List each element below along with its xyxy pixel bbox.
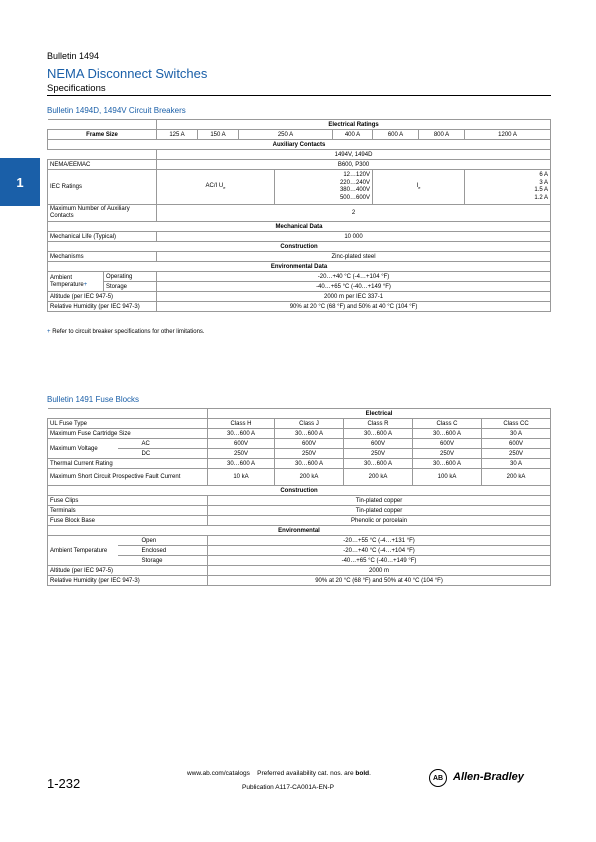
iec-current-symbol: $I_e$ xyxy=(373,170,465,205)
humidity-label: Relative Humidity (per IEC 947-3) xyxy=(48,302,157,312)
bulletin-label: Bulletin 1494 xyxy=(47,51,100,61)
table-row xyxy=(48,409,551,419)
table-row xyxy=(48,506,551,516)
fuse-class-cell: Class C xyxy=(413,419,482,429)
table-cell: 30…600 A xyxy=(344,429,413,439)
table-cell: 600V xyxy=(275,439,344,449)
table-cell: 100 kA xyxy=(413,469,482,486)
storage-label: Storage xyxy=(118,556,208,566)
nema-value: B600, P300 xyxy=(157,160,551,170)
table-row xyxy=(48,232,551,242)
humidity-value: 90% at 20 °C (68 °F) and 50% at 40 °C (104 °F) xyxy=(157,302,551,312)
page-title: NEMA Disconnect Switches xyxy=(47,66,208,81)
table-row xyxy=(48,282,551,292)
frame-size-cell: 125 A xyxy=(157,130,198,140)
terminals-value: Tin-plated copper xyxy=(208,506,551,516)
table-row xyxy=(48,526,551,536)
catalog-link[interactable]: www.ab.com/catalogs xyxy=(187,770,250,777)
table-cell: 30…600 A xyxy=(344,459,413,469)
fuse-section-title: Bulletin 1491 Fuse Blocks xyxy=(47,395,140,404)
humidity-value: 90% at 20 °C (68 °F) and 50% at 40 °C (104 °F) xyxy=(208,576,551,586)
table-row xyxy=(48,576,551,586)
table-cell: 30 A xyxy=(482,429,551,439)
altitude-value: 2000 m xyxy=(208,566,551,576)
table-cell: 600V xyxy=(344,439,413,449)
clips-value: Tin-plated copper xyxy=(208,496,551,506)
availability-bold: bold xyxy=(355,770,370,777)
environmental-data-header: Environmental Data xyxy=(48,262,551,272)
table-row xyxy=(48,302,551,312)
table-cell: 250V xyxy=(275,449,344,459)
table-row xyxy=(48,242,551,252)
table-cell: 30…600 A xyxy=(275,459,344,469)
table-cell: 30…600 A xyxy=(208,459,275,469)
max-aux-value: 2 xyxy=(157,205,551,222)
availability-note: Preferred availability cat. nos. are xyxy=(257,770,354,777)
footnote-marker: + xyxy=(83,281,88,288)
iec-voltage-value: 220…240V xyxy=(339,179,370,186)
page-number: 1-232 xyxy=(47,776,81,791)
frame-size-cell: 600 A xyxy=(373,130,419,140)
table-row xyxy=(48,130,551,140)
frame-size-cell: 250 A xyxy=(239,130,333,140)
table-cell: 250V xyxy=(482,449,551,459)
iec-current-value: 3 A xyxy=(539,179,549,186)
electrical-ratings-header: Electrical Ratings xyxy=(157,120,551,130)
table-row xyxy=(48,556,551,566)
nema-label: NEMA/EEMAC xyxy=(48,160,157,170)
table-row xyxy=(48,469,551,486)
mechanisms-label: Mechanisms xyxy=(48,252,157,262)
allen-bradley-logo-icon: AB xyxy=(429,769,447,787)
iec-voltage-value: 12…120V xyxy=(343,172,370,178)
thermal-label: Thermal Current Rating xyxy=(48,459,208,469)
iec-currents xyxy=(465,170,551,205)
dc-label: DC xyxy=(118,449,208,459)
breakers-table xyxy=(47,119,551,312)
altitude-value: 2000 m per IEC 337-1 xyxy=(157,292,551,302)
table-row xyxy=(48,419,551,429)
mechanisms-value: Zinc-plated steel xyxy=(157,252,551,262)
table-row xyxy=(48,205,551,222)
auxiliary-contacts-header: Auxiliary Contacts xyxy=(48,140,551,150)
table-cell: 30…600 A xyxy=(413,429,482,439)
frame-size-cell: 800 A xyxy=(419,130,465,140)
mechanical-data-header: Mechanical Data xyxy=(48,222,551,232)
altitude-label: Altitude (per IEC 947-5) xyxy=(48,566,208,576)
table-row xyxy=(48,160,551,170)
table-row xyxy=(48,496,551,506)
table-cell: 200 kA xyxy=(344,469,413,486)
iec-current-value: 6 A xyxy=(539,172,549,178)
table-cell: 250V xyxy=(208,449,275,459)
table-row xyxy=(48,272,551,282)
table-cell: 30 A xyxy=(482,459,551,469)
table-cell: 200 kA xyxy=(482,469,551,486)
table-row xyxy=(48,546,551,556)
table-row xyxy=(48,292,551,302)
frame-size-cell: 1200 A xyxy=(465,130,551,140)
fuse-class-cell: Class H xyxy=(208,419,275,429)
operating-label: Operating xyxy=(104,272,157,282)
page-subtitle: Specifications xyxy=(47,83,106,94)
electrical-header: Electrical xyxy=(208,409,551,419)
iec-current-value: 1.5 A xyxy=(534,187,549,193)
construction-header: Construction xyxy=(48,486,551,496)
frame-size-cell: 400 A xyxy=(333,130,373,140)
breakers-section-title: Bulletin 1494D, 1494V Circuit Breakers xyxy=(47,106,186,115)
frame-size-cell: 150 A xyxy=(198,130,239,140)
table-cell: 200 kA xyxy=(275,469,344,486)
base-value: Phenolic or porcelain xyxy=(208,516,551,526)
fuse-class-cell: Class J xyxy=(275,419,344,429)
humidity-label: Relative Humidity (per IEC 947-3) xyxy=(48,576,208,586)
clips-label: Fuse Clips xyxy=(48,496,208,506)
publication-number: Publication A117-CA001A-EN-P xyxy=(242,784,335,791)
iec-voltages xyxy=(275,170,373,205)
environmental-header: Environmental xyxy=(48,526,551,536)
max-voltage-label: Maximum Voltage xyxy=(48,439,118,459)
table-row xyxy=(48,439,551,449)
table-row xyxy=(48,170,551,205)
table-row xyxy=(48,222,551,232)
enclosed-value: -20…+40 °C (-4…+104 °F) xyxy=(208,546,551,556)
iec-label: IEC Ratings xyxy=(48,170,157,205)
table-cell: 250V xyxy=(344,449,413,459)
table-row xyxy=(48,536,551,546)
header-divider xyxy=(47,95,551,96)
table-cell: 30…600 A xyxy=(275,429,344,439)
frame-size-label: Frame Size xyxy=(48,130,157,140)
brand-name: Allen-Bradley xyxy=(453,771,524,783)
iec-current-value: 1.2 A xyxy=(534,194,549,201)
mech-life-value: 10 000 xyxy=(157,232,551,242)
max-aux-label: Maximum Number of Auxiliary Contacts xyxy=(48,205,157,222)
table-row xyxy=(48,516,551,526)
storage-label: Storage xyxy=(104,282,157,292)
ambient-label: Ambient Temperature xyxy=(48,536,118,566)
aux-series-cell: 1494V, 1494D xyxy=(157,150,551,160)
fuse-class-cell: Class CC xyxy=(482,419,551,429)
ul-type-label: UL Fuse Type xyxy=(48,419,208,429)
table-row xyxy=(48,459,551,469)
footer-links: www.ab.com/catalogs Preferred availability cat. nos. are bold. xyxy=(187,770,371,777)
storage-value: -40…+65 °C (-40…+149 °F) xyxy=(157,282,551,292)
fuse-table xyxy=(47,408,551,586)
table-row xyxy=(48,120,551,130)
operating-value: -20…+40 °C (-4…+104 °F) xyxy=(157,272,551,282)
storage-value: -40…+65 °C (-40…+149 °F) xyxy=(208,556,551,566)
terminals-label: Terminals xyxy=(48,506,208,516)
iec-voltage-value: 500…600V xyxy=(339,194,370,201)
iec-voltage-value: 380…400V xyxy=(339,187,370,193)
table-row xyxy=(48,150,551,160)
construction-header: Construction xyxy=(48,242,551,252)
base-label: Fuse Block Base xyxy=(48,516,208,526)
table-cell: 600V xyxy=(208,439,275,449)
table-row xyxy=(48,486,551,496)
table-cell: 600V xyxy=(413,439,482,449)
table-row xyxy=(48,429,551,439)
table-row xyxy=(48,252,551,262)
table-row xyxy=(48,566,551,576)
altitude-label: Altitude (per IEC 947-5) xyxy=(48,292,157,302)
iec-category: AC/I $U_e$ xyxy=(157,170,275,205)
table-cell: 10 kA xyxy=(208,469,275,486)
mech-life-label: Mechanical Life (Typical) xyxy=(48,232,157,242)
short-circuit-label: Maximum Short Circuit Prospective Fault Current xyxy=(48,469,208,486)
table-row xyxy=(48,449,551,459)
fuse-class-cell: Class R xyxy=(344,419,413,429)
table-row xyxy=(48,262,551,272)
footnote: + Refer to circuit breaker specifications for other limitations. xyxy=(47,329,205,335)
enclosed-label: Enclosed xyxy=(118,546,208,556)
open-value: -20…+55 °C (-4…+131 °F) xyxy=(208,536,551,546)
section-tab: 1 xyxy=(0,158,40,206)
table-cell: 30…600 A xyxy=(413,459,482,469)
table-cell: 600V xyxy=(482,439,551,449)
table-cell: 250V xyxy=(413,449,482,459)
table-cell: 30…600 A xyxy=(208,429,275,439)
ac-label: AC xyxy=(118,439,208,449)
max-cartridge-label: Maximum Fuse Cartridge Size xyxy=(48,429,208,439)
ambient-label: Ambient Temperature+ xyxy=(48,272,104,292)
open-label: Open xyxy=(118,536,208,546)
table-row xyxy=(48,140,551,150)
